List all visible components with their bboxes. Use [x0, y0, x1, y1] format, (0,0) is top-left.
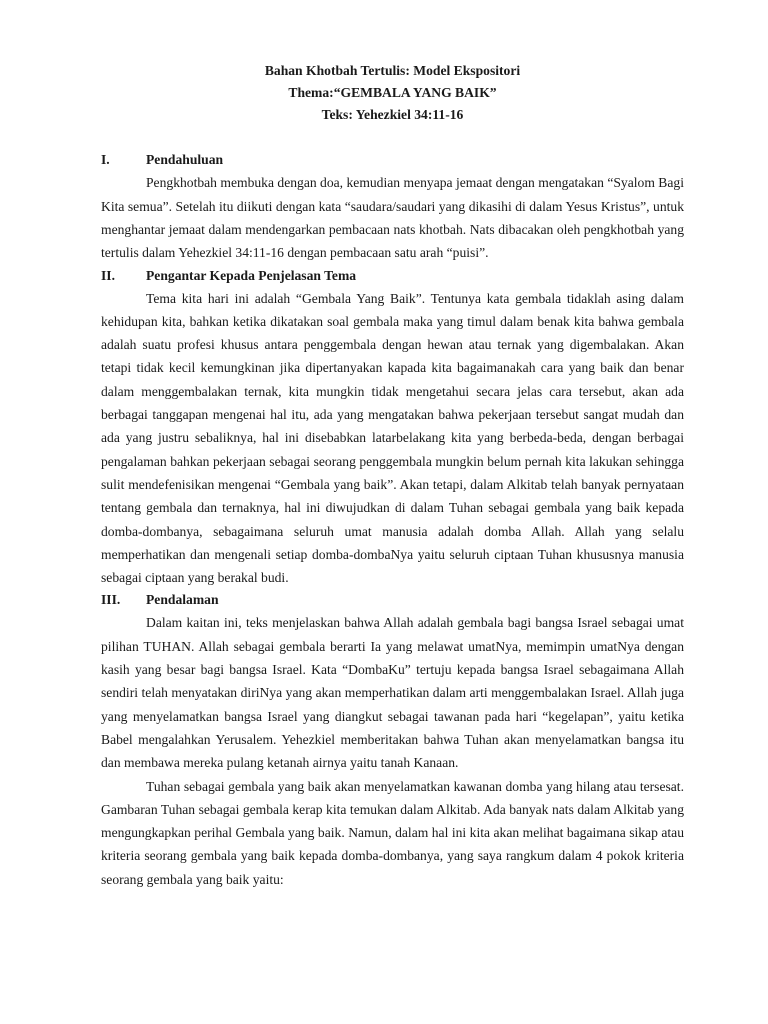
document-text-reference: Teks: Yehezkiel 34:11-16 [321, 106, 464, 122]
section-heading [101, 149, 684, 171]
paragraph: Pengkhotbah membuka dengan doa, kemudian menyapa jemaat dengan mengatakan “Syalom Bagi Kita semua”. Setelah itu diikuti dengan kata “saudara/saudari yang dikasihi di dalam Yesus Kristus”, untuk menghantar jemaat dalam mendengarkan pembacaan nats khotbah. Nats dibacakan oleh pengkhotbah yang tertulis dalam Yehezkiel 34:11-16 dengan pembacaan satu arah “puisi”. [101, 175, 684, 261]
section-number: II. [101, 267, 115, 283]
section-heading [101, 265, 684, 287]
section-pengantar [101, 265, 684, 590]
section-title: Pengantar Kepada Penjelasan Tema [146, 267, 357, 283]
paragraph: Tuhan sebagai gembala yang baik akan menyelamatkan kawanan domba yang hilang atau tersesat. Gambaran Tuhan sebagai gembala kerap kita temukan dalam Alkitab. Ada banyak nats dalam Alkitab yang mengungkapkan perihal Gembala yang baik. Namun, dalam hal ini kita akan melihat bagaimana sikap atau kriteria seorang gembala yang baik kepada domba-dombanya, yang saya rangkum dalam 4 pokok kriteria seorang gembala yang baik yaitu: [101, 778, 684, 887]
title-spacer [101, 125, 684, 149]
section-pendalaman [101, 589, 684, 891]
document-title: Bahan Khotbah Tertulis: Model Ekspositori [264, 63, 521, 78]
document-theme: Thema:“GEMBALA YANG BAIK” [288, 84, 497, 100]
section-number: I. [101, 152, 110, 168]
document-title-block [101, 60, 684, 125]
section-title: Pendalaman [146, 592, 219, 608]
section-heading [101, 589, 684, 611]
paragraph: Dalam kaitan ini, teks menjelaskan bahwa Allah adalah gembala bagi bangsa Israel sebagai umat pilihan TUHAN. Allah sebagai gembala berarti Ia yang melawat umatNya, memimpin umatNya dengan kasih yang besar bagi bangsa Israel. Kata “DombaKu” tertuju kepada bangsa Israel sebagaimana Allah sendiri telah menyatakan diriNya yang akan memperhatikan dalam arti menggembalakan Israel. Allah juga yang menyelamatkan bangsa Israel yang diangkut sebagai tawanan pada hari “kegelapan”, yaitu ketika Babel mengalahkan Yerusalem. Yehezkiel memberitakan bahwa Tuhan akan menyelamatkan bangsa itu dan membawa mereka pulang ketanah airnya yaitu tanah Kanaan. [101, 615, 684, 771]
section-pendahuluan [101, 149, 684, 264]
section-number: III. [101, 592, 121, 608]
paragraph: Tema kita hari ini adalah “Gembala Yang Baik”. Tentunya kata gembala tidaklah asing dalam kehidupan kita, bahkan ketika dikatakan soal gembala maka yang timul dalam benak kita bahwa gembala adalah suatu profesi khusus antara penggembala dengan hewan atau ternak yang digembalakan. Akan tetapi tidak kecil kemungkinan jika dipertanyakan kapada kita bagaimanakah cara yang baik dan benar dalam menggembalakan ternak, kita mungkin tidak mengetahui secara jelas cara tersebut, akan ada berbagai tanggapan mengenai hal itu, ada yang mengatakan bahwa pekerjaan tersebut sangat mudah dan ada yang justru sebaliknya, hal ini disebabkan latarbelakang kita yang berbeda-beda, dengan berbagai pengalaman bahkan pekerjaan sebagai seorang penggembala mungkin belum pernah kita lakukan sehingga sulit mendefenisikan mengenai “Gembala yang baik”. Akan tetapi, dalam Alkitab telah banyak pernyataan tentang gembala dan ternaknya, hal ini diwujudkan di dalam Tuhan sebagai gembala yang baik kepada domba-dombanya, sebagaimana seluruh umat manusia adalah domba Allah. Allah yang selalu memperhatikan dan mengenali setiap domba-dombaNya yaitu seluruh ciptaan Tuhan khususnya manusia sebagai ciptaan yang berakal budi. [101, 290, 684, 586]
section-title: Pendahuluan [146, 152, 224, 168]
